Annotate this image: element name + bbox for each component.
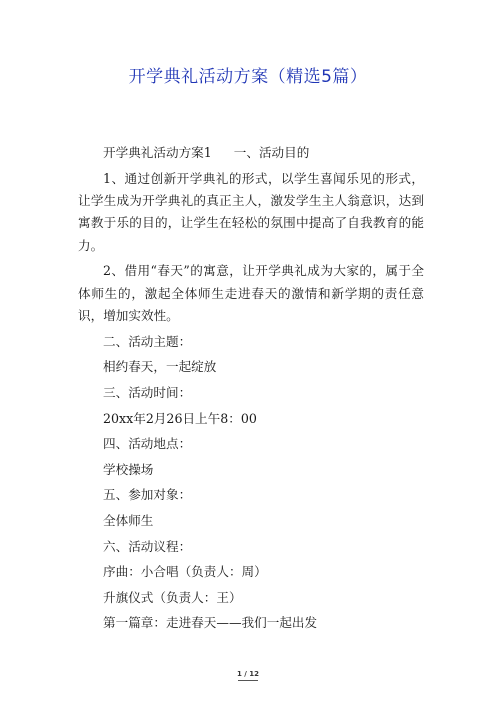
heading-section: 一、活动目的 — [233, 145, 310, 160]
document-body — [78, 142, 424, 638]
paragraph: 全体师生 — [103, 512, 154, 528]
paragraph: 升旗仪式（负责人：王） — [103, 589, 242, 605]
paragraph: 20xx年2月26日上午8：00 — [103, 410, 257, 426]
page-indicator-underline — [238, 680, 258, 681]
page-indicator: 1 / 12 — [236, 670, 260, 678]
heading-label: 开学典礼活动方案1 — [103, 145, 212, 160]
paragraph: 1、通过创新开学典礼的形式，以学生喜闻乐见的形式，让学生成为开学典礼的真正主人，激发学生主人翁意识，达到寓教于乐的目的，让学生在轻松的氛围中提高了自我教育的能力。 — [78, 170, 424, 253]
paragraph: 第一篇章：走进春天——我们一起出发 — [103, 615, 318, 631]
section-title: 五、参加对象： — [103, 487, 192, 503]
paragraph: 学校操场 — [103, 461, 154, 477]
paragraph: 2、借用“春天”的寓意，让开学典礼成为大家的，属于全体师生的，激起全体师生走进春天的激情和新学期的责任意识，增加实效性。 — [78, 263, 424, 324]
section-title: 三、活动时间： — [103, 385, 192, 400]
section-title: 四、活动地点： — [103, 436, 192, 452]
document-title: 开学典礼活动方案（精选5篇） — [128, 67, 368, 87]
section-heading — [78, 142, 424, 164]
section-title: 六、活动议程： — [103, 538, 192, 554]
paragraph: 序曲：小合唱（负责人：周） — [103, 564, 267, 580]
paragraph: 相约春天，一起绽放 — [103, 359, 217, 375]
section-title: 二、活动主题： — [103, 333, 192, 349]
